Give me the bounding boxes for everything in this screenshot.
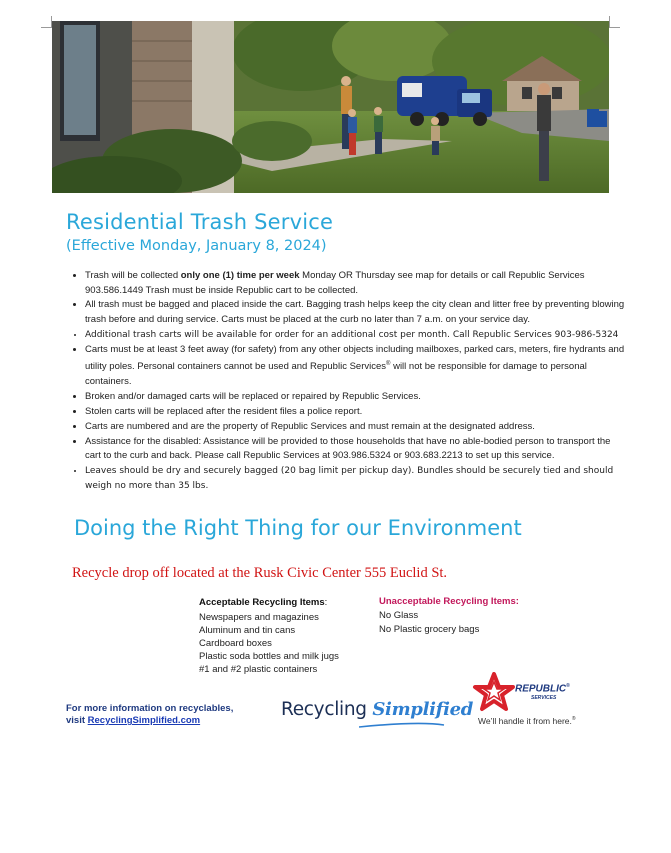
environment-heading: Doing the Right Thing for our Environment	[74, 516, 522, 540]
unacceptable-heading: Unacceptable Recycling Items:	[379, 596, 519, 607]
republic-tagline: We’ll handle it from here.®	[478, 716, 576, 726]
effective-date-subtitle: (Effective Monday, January 8, 2024)	[66, 238, 327, 254]
republic-star-icon	[472, 672, 516, 712]
list-item: • Broken and/or damaged carts will be replaced or repaired by Republic Services.	[85, 390, 625, 405]
list-item: Aluminum and tin cans	[199, 624, 296, 636]
emphasis-text: only one (1) time per week	[180, 270, 300, 281]
hero-photo	[52, 21, 609, 193]
list-item: No Plastic grocery bags	[379, 624, 480, 635]
list-item: • Carts must be at least 3 feet away (for safety) from any other objects including mailboxes, parked cars, meters, fire hydrants and utility poles. Personal containers cannot be used and Republic Services® will not be responsible for damage to personal containers.	[85, 343, 625, 390]
recycling-simplified-link[interactable]: RecyclingSimplified.com	[87, 715, 201, 726]
list-item: • Carts are numbered and are the property of Republic Services and must remain at the designated address.	[85, 420, 625, 435]
republic-name: REPUBLIC®	[515, 683, 570, 695]
republic-services-label: SERVICES	[531, 695, 557, 701]
acceptable-items	[199, 597, 379, 676]
list-item: Newspapers and magazines	[199, 611, 319, 623]
list-item: • All trash must be bagged and placed inside the cart. Bagging trash helps keep the city clean and litter free by preventing blowing trash before and during service. Carts must be placed at the curb no later than 7 a.m. on your service day.	[85, 298, 625, 327]
list-item: • Stolen carts will be replaced after the resident files a police report.	[85, 405, 625, 420]
corner-mark-top-right-h	[609, 27, 620, 28]
list-item: • Assistance for the disabled: Assistance will be provided to those households that have no able-bodied person to transport the cart to the curb and back. Please call Republic Services at 903.986.5324 or 903.683.2213 to set up this service.	[85, 435, 625, 464]
page-title: Residential Trash Service	[66, 210, 334, 234]
corner-mark-top-right-v	[609, 16, 610, 27]
list-item: #1 and #2 plastic containers	[199, 663, 318, 675]
recycling-simplified-logo: Recycling Simplified	[281, 699, 473, 720]
list-item: Cardboard boxes	[199, 637, 272, 649]
more-info-text: For more information on recyclables, visit RecyclingSimplified.com	[66, 703, 234, 726]
list-item: • Trash will be collected only one (1) time per week Monday OR Thursday see map for details or call Republic Services 903.586.1449 Trash must be inside Republic cart to be collected.	[85, 269, 625, 298]
list-item: Plastic soda bottles and milk jugs	[199, 650, 339, 662]
logo-swoosh-icon	[359, 722, 479, 728]
unacceptable-items	[379, 595, 579, 637]
acceptable-heading: Acceptable Recycling Items:	[199, 597, 328, 608]
list-item: • Leaves should be dry and securely bagged (20 bag limit per pickup day). Bundles should be securely tied and should weigh no more than 35 lbs.	[85, 464, 625, 493]
corner-mark-top-left-h	[41, 27, 52, 28]
list-item: • Additional trash carts will be available for order for an additional cost per month. Call Republic Services 903-986-5324	[85, 328, 625, 343]
trash-rules-list	[70, 269, 625, 494]
list-item: No Glass	[379, 610, 419, 621]
recycle-dropoff-text: Recycle drop off located at the Rusk Civic Center 555 Euclid St.	[72, 565, 448, 581]
